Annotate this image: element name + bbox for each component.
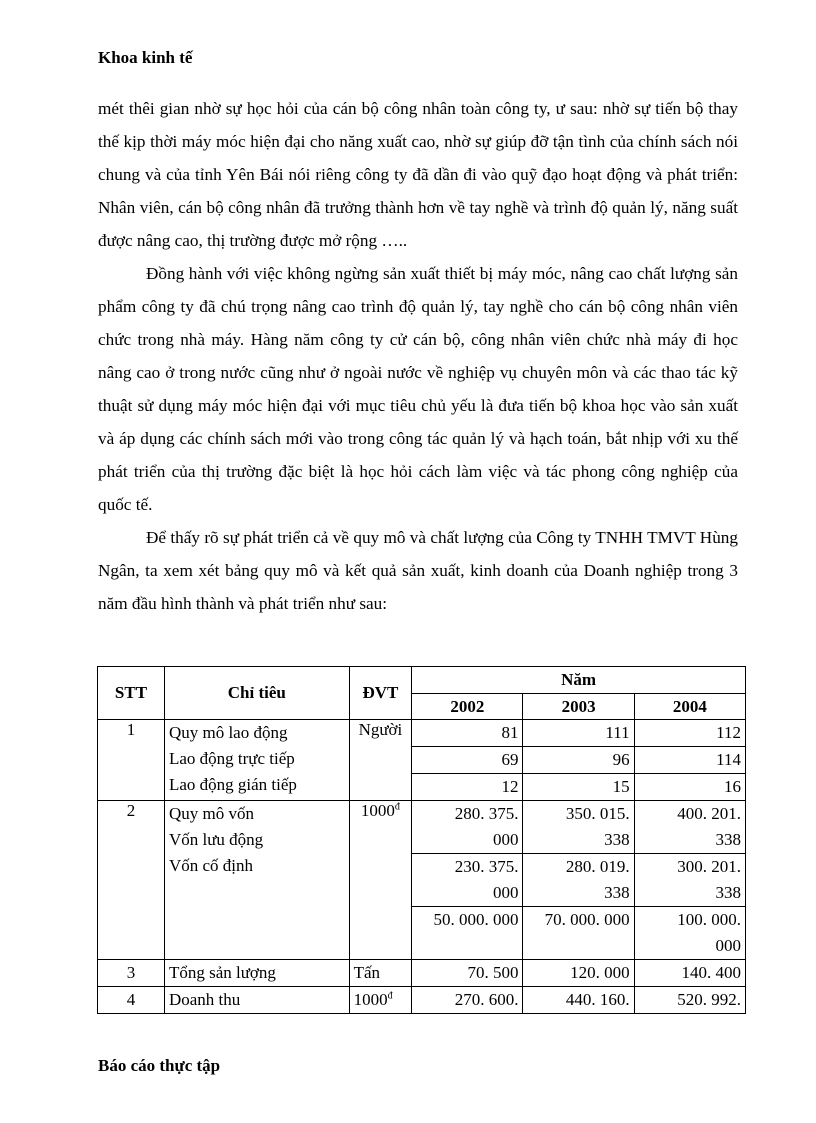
row2-stt: 2 <box>98 801 165 960</box>
cell: 70. 500 <box>412 960 523 987</box>
row2-dvt <box>349 801 412 960</box>
header-chi-tieu: Chỉ tiêu <box>164 667 349 720</box>
cell: 15 <box>523 774 634 801</box>
cell: 12 <box>412 774 523 801</box>
row1-item: Quy mô lao động <box>168 723 288 742</box>
cell-line: 280. 375. <box>454 804 519 823</box>
cell: 81 <box>412 720 523 747</box>
row4-item: Doanh thu <box>164 987 349 1014</box>
row1-item: Lao động gián tiếp <box>168 775 297 794</box>
body-text <box>98 92 738 620</box>
header-nam: Năm <box>412 667 746 694</box>
row3-item: Tổng sản lượng <box>164 960 349 987</box>
row2-dvt-value: 1000 <box>360 801 395 820</box>
row1-stt: 1 <box>98 720 165 801</box>
cell-line: 338 <box>604 830 630 849</box>
cell <box>634 854 745 907</box>
header-dvt: ĐVT <box>349 667 412 720</box>
cell: 16 <box>634 774 745 801</box>
header-year-2003: 2003 <box>523 694 634 720</box>
cell-line: 300. 201. <box>677 857 741 876</box>
cell-line: 400. 201. <box>677 804 741 823</box>
row4-dvt-sup: đ <box>387 990 393 1002</box>
cell-line: 50. 000. 000 <box>433 910 519 929</box>
row2-dvt-sup: đ <box>394 801 400 813</box>
cell <box>634 907 745 960</box>
row3-stt: 3 <box>98 960 165 987</box>
row3-dvt: Tấn <box>349 960 412 987</box>
cell: 140. 400 <box>634 960 745 987</box>
row4-dvt-value: 1000 <box>353 990 388 1009</box>
cell-line: 000 <box>492 883 519 902</box>
cell <box>412 854 523 907</box>
cell-line: 000 <box>492 830 519 849</box>
row4-stt: 4 <box>98 987 165 1014</box>
cell: 270. 600. <box>412 987 523 1014</box>
row1-item: Lao động trực tiếp <box>168 749 295 768</box>
header-year-2004: 2004 <box>634 694 745 720</box>
cell-line: 100. 000. <box>677 910 741 929</box>
results-table <box>97 666 746 1014</box>
cell-line: 338 <box>604 883 630 902</box>
cell: 120. 000 <box>523 960 634 987</box>
header-stt: STT <box>98 667 165 720</box>
cell: 112 <box>634 720 745 747</box>
cell <box>523 801 634 854</box>
paragraph-3: Để thấy rõ sự phát triển cả về quy mô và chất lượng của Công ty TNHH TMVT Hùng Ngân, ta xem xét bảng quy mô và kết quả sản xuất, kinh doanh của Doanh nghiệp trong 3 năm đầu hình thành và phát triển như sau: <box>98 528 738 613</box>
page-footer: Báo cáo thực tập <box>98 1056 221 1075</box>
cell <box>523 854 634 907</box>
row4-dvt <box>349 987 412 1014</box>
row2-item: Vốn lưu động <box>168 830 264 849</box>
cell: 114 <box>634 747 745 774</box>
page-header: Khoa kinh tế <box>98 48 193 67</box>
cell <box>523 907 634 960</box>
cell: 69 <box>412 747 523 774</box>
cell-line <box>416 933 518 959</box>
row2-item: Vốn cố định <box>168 856 253 875</box>
paragraph-2: Đồng hành với việc không ngừng sản xuất thiết bị máy móc, nâng cao chất lượng sản phẩm công ty đã chú trọng nâng cao trình độ quản lý, tay nghề cho cán bộ công nhân viên chức trong nhà máy. Hàng năm công ty cử cán bộ, công nhân viên chức nhà máy đi học nâng cao ở trong nước cũng như ở ngoài nước về nghiệp vụ chuyên môn và các thao tác kỹ thuật sử dụng máy móc hiện đại với mục tiêu chủ yếu là đưa tiến bộ khoa học vào sản xuất và áp dụng các chính sách mới vào trong công tác quản lý và hạch toán, bắt nhịp với xu thế phát triển của thị trường đặc biệt là học hỏi cách làm việc và tác phong công nghiệp của quốc tế. <box>98 264 738 514</box>
cell: 440. 160. <box>523 987 634 1014</box>
row1-items <box>164 720 349 801</box>
cell <box>412 907 523 960</box>
cell-line: 000 <box>715 936 741 955</box>
cell <box>634 801 745 854</box>
cell: 96 <box>523 747 634 774</box>
cell-line: 350. 015. <box>565 804 630 823</box>
cell-line <box>527 933 629 959</box>
cell: 111 <box>523 720 634 747</box>
cell-line: 338 <box>715 830 741 849</box>
cell-line: 280. 019. <box>565 857 630 876</box>
cell <box>412 801 523 854</box>
cell-line: 70. 000. 000 <box>544 910 630 929</box>
cell-line: 338 <box>715 883 741 902</box>
row2-items <box>164 801 349 960</box>
header-year-2002: 2002 <box>412 694 523 720</box>
row1-dvt: Người <box>349 720 412 801</box>
cell-line: 230. 375. <box>454 857 519 876</box>
row2-item: Quy mô vốn <box>168 804 254 823</box>
cell: 520. 992. <box>634 987 745 1014</box>
paragraph-1: mét thêi gian nhờ sự học hỏi của cán bộ công nhân toàn công ty, ư sau: nhờ sự tiến bộ thay thế kịp thời máy móc hiện đại cho năng xuất cao, nhờ sự giúp đỡ tận tình của chính sách nói chung và của tỉnh Yên Bái nói riêng công ty đã dần đi vào quỹ đạo hoạt động và phát triển: Nhân viên, cán bộ công nhân đã trưởng thành hơn về tay nghề và trình độ quản lý, năng suất được nâng cao, thị trường được mở rộng ….. <box>98 99 738 250</box>
